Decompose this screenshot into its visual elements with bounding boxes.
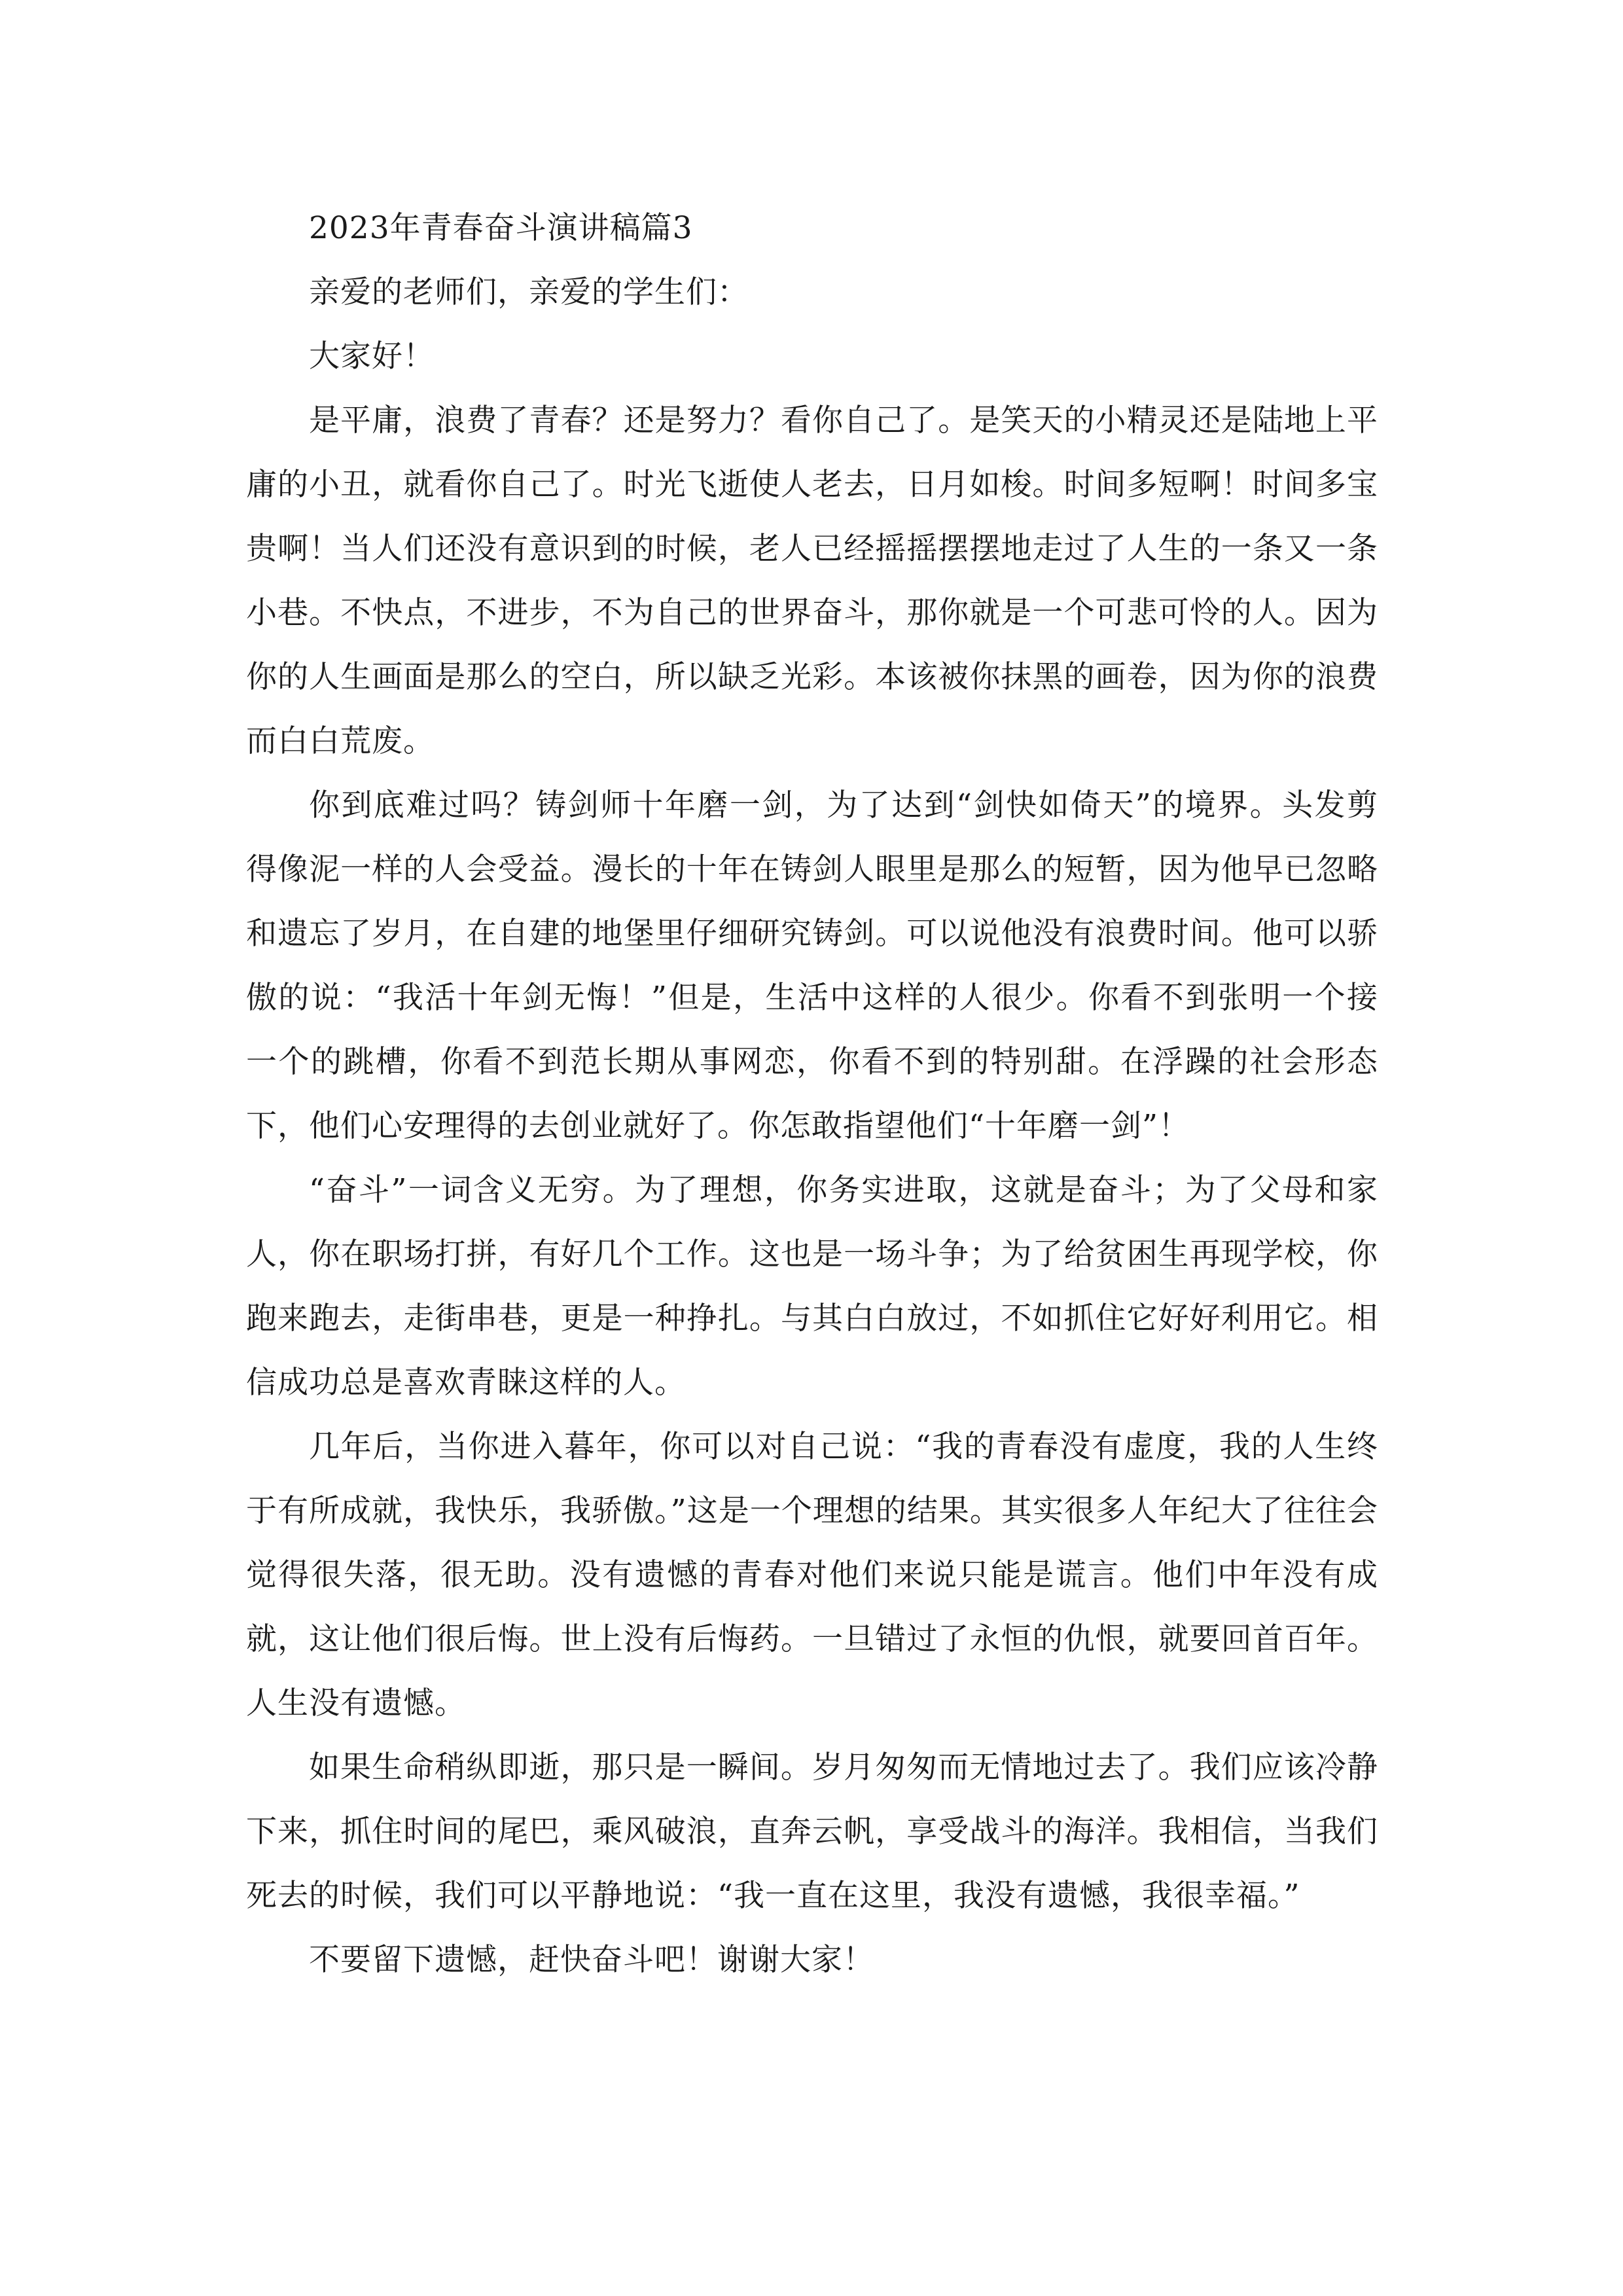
body-paragraph: 几年后，当你进入暮年，你可以对自己说：“我的青春没有虚度，我的人生终于有所成就，我快乐，我骄傲。”这是一个理想的结果。其实很多人年纪大了往往会觉得很失落，很无助。没有遗憾的青春对他们来说只能是谎言。他们中年没有成就，这让他们很后悔。世上没有后悔药。一旦错过了永恒的仇恨，就要回首百年。人生没有遗憾。 [246,1429,1378,1721]
closing-paragraph: 不要留下遗憾，赶快奋斗吧！谢谢大家！ [309,1942,874,1978]
body-paragraph: 是平庸，浪费了青春？还是努力？看你自己了。是笑天的小精灵还是陆地上平庸的小丑，就看你自己了。时光飞逝使人老去，日月如梭。时间多短啊！时间多宝贵啊！当人们还没有意识到的时候，老人已经摇摇摆摆地走过了人生的一条又一条小巷。不快点，不进步，不为自己的世界奋斗，那你就是一个可悲可怜的人。因为你的人生画面是那么的空白，所以缺乏光彩。本该被你抹黑的画卷，因为你的浪费而白白荒废。 [246,403,1378,759]
document-title: 2023年青春奋斗演讲稿篇3 [309,210,693,246]
body-paragraph: 你到底难过吗？铸剑师十年磨一剑，为了达到“剑快如倚天”的境界。头发剪得像泥一样的人会受益。漫长的十年在铸剑人眼里是那么的短暂，因为他早已忽略和遗忘了岁月，在自建的地堡里仔细研究铸剑。可以说他没有浪费时间。他可以骄傲的说：“我活十年剑无悔！”但是，生活中这样的人很少。你看不到张明一个接一个的跳槽，你看不到范长期从事网恋，你看不到的特别甜。在浮躁的社会形态下，他们心安理得的去创业就好了。你怎敢指望他们“十年磨一剑”！ [246,787,1378,1144]
body-paragraph: 如果生命稍纵即逝，那只是一瞬间。岁月匆匆而无情地过去了。我们应该冷静下来，抓住时间的尾巴，乘风破浪，直奔云帆，享受战斗的海洋。我相信，当我们死去的时候，我们可以平静地说：“我一直在这里，我没有遗憾，我很幸福。” [246,1749,1378,1914]
greeting: 大家好！ [309,338,435,374]
body-paragraph: “奋斗”一词含义无穷。为了理想，你务实进取，这就是奋斗；为了父母和家人，你在职场打拼，有好几个工作。这也是一场斗争；为了给贫困生再现学校，你跑来跑去，走街串巷，更是一种挣扎。与其白白放过，不如抓住它好好利用它。相信成功总是喜欢青睐这样的人。 [246,1172,1378,1401]
salutation: 亲爱的老师们，亲爱的学生们： [309,274,749,310]
document-body [246,196,1378,1992]
